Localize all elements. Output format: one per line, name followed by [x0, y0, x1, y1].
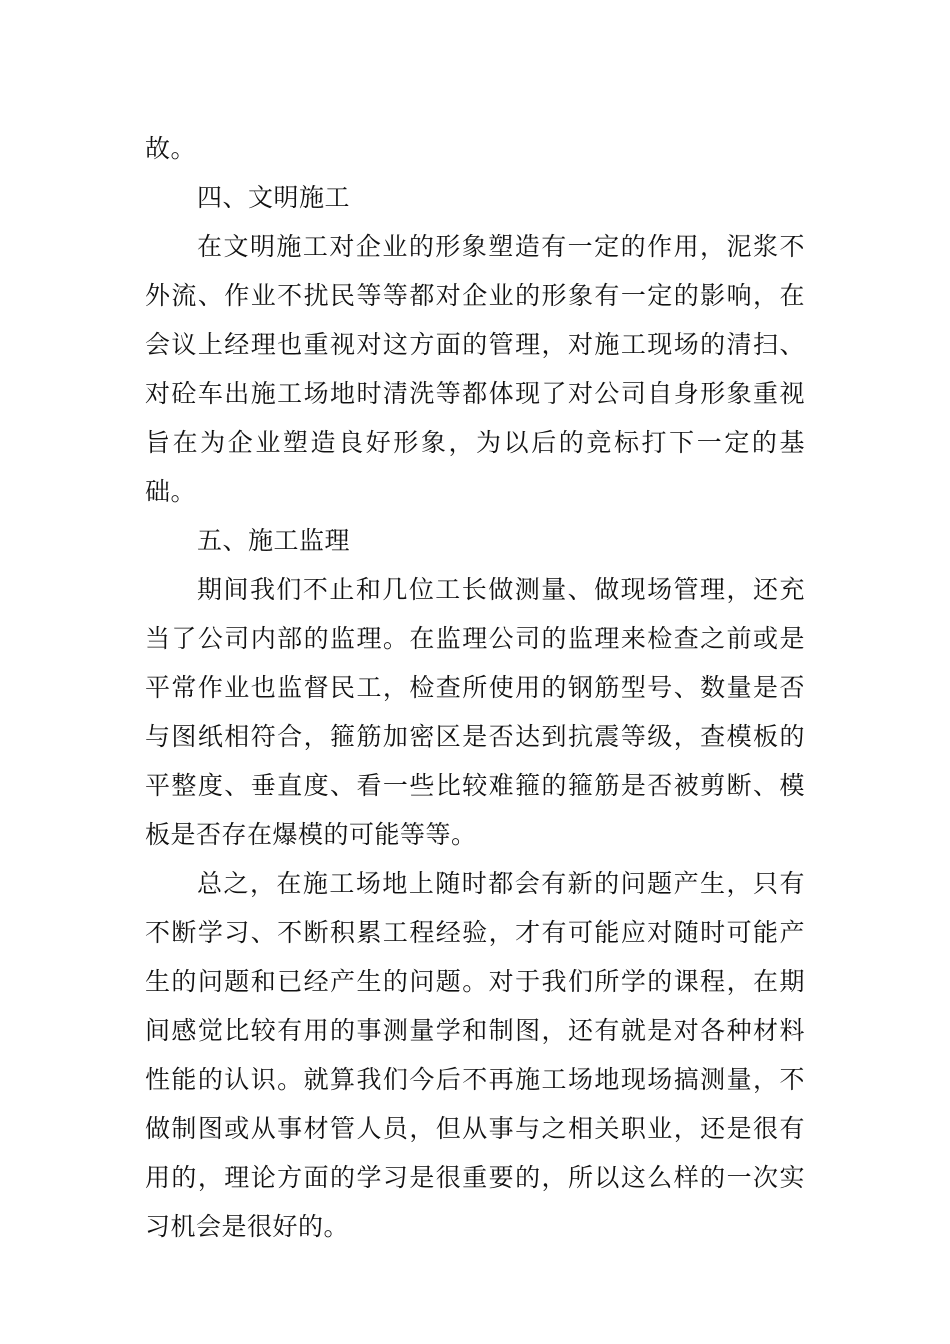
- section-heading-civilized-construction: 四、文明施工: [197, 183, 351, 212]
- document-body: [145, 124, 805, 1251]
- paragraph-civilized-construction: 在文明施工对企业的形象塑造有一定的作用，泥浆不外流、作业不扰民等等都对企业的形象有一定的影响，在会议上经理也重视对这方面的管理，对施工现场的清扫、对砼车出施工场地时清洗等都体现了对公司自身形象重视旨在为企业塑造良好形象，为以后的竞标打下一定的基础。: [145, 232, 805, 506]
- paragraph-conclusion: 总之，在施工场地上随时都会有新的问题产生，只有不断学习、不断积累工程经验，才有可能应对随时可能产生的问题和已经产生的问题。对于我们所学的课程，在期间感觉比较有用的事测量学和制图，还有就是对各种材料性能的认识。就算我们今后不再施工场地现场搞测量，不做制图或从事材管人员，但从事与之相关职业，还是很有用的，理论方面的学习是很重要的，所以这么样的一次实习机会是很好的。: [145, 869, 805, 1241]
- continuation-text: 故。: [145, 134, 197, 163]
- section-heading-construction-supervision: 五、施工监理: [197, 526, 351, 555]
- paragraph-construction-supervision: 期间我们不止和几位工长做测量、做现场管理，还充当了公司内部的监理。在监理公司的监理来检查之前或是平常作业也监督民工，检查所使用的钢筋型号、数量是否与图纸相符合，箍筋加密区是否达到抗震等级，查模板的平整度、垂直度、看一些比较难箍的箍筋是否被剪断、模板是否存在爆模的可能等等。: [145, 575, 805, 849]
